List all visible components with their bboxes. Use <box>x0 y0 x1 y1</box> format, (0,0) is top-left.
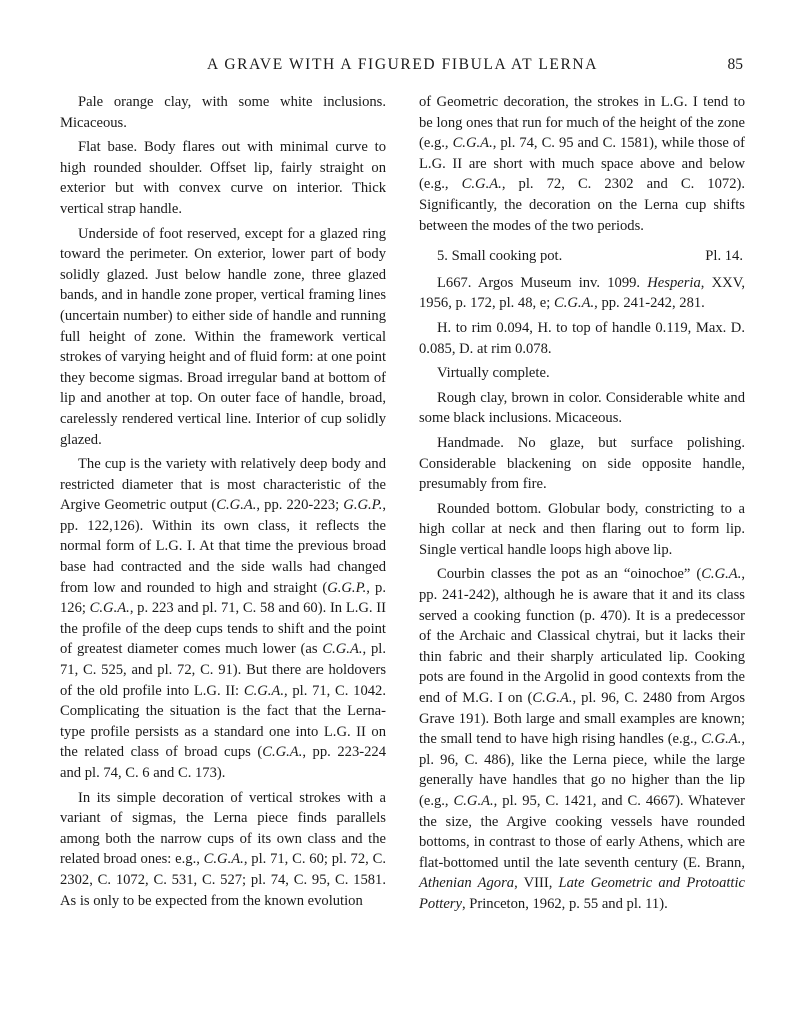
page-header <box>60 56 745 78</box>
entry-plate-ref: Pl. 14. <box>705 248 743 265</box>
paragraph-parallels: In its simple decoration of vertical strokes with a variant of sigmas, the Lerna piece finds parallels among both the narrow cups of its own class and the related broad ones: e.g., C.G.A., pl. 71, C. 60; pl. 72, C. 2302, C. 1072, C. 531, C. 527; pl. 74, C. 95, C. 1581. As is only to be expected from the known evolution <box>60 789 386 909</box>
running-title: A GRAVE WITH A FIGURED FIBULA AT LERNA <box>206 56 599 73</box>
paragraph-decoration: Underside of foot reserved, except for a glazed ring toward the perimeter. On exterior, lower part of body solidly glazed. Just below handle zone, three glazed bands, and in handle zone proper, vertical framing lines (uncertain number) to either side of handle and running full height of zone. Within the framework vertical strokes of varying height and of fluid form: at one point they become sigmas. Broad irregular band at bottom of lip and another at top. On outer face of handle, broad, carelessly rendered vertical line. Interior of cup solidly glazed. <box>60 225 386 448</box>
catalogue-entry-heading <box>419 246 745 267</box>
page-number: 85 <box>727 56 743 73</box>
paragraph-pot-shape: Rounded bottom. Globular body, constricting to a high collar at neck and then flaring out to form lip. Single vertical handle loops high above lip. <box>419 500 745 558</box>
paragraph-cup-variety: The cup is the variety with relatively deep body and restricted diameter that is most characteristic of the Argive Geometric output (C.G.A., pp. 220-223; G.G.P., pp. 122,126). Within its own class, it reflects the normal form of L.G. I. At that time the previous broad base had contracted and the side walls had changed from low and rounded to high and straight (G.G.P., p. 126; C.G.A., p. 223 and pl. 71, C. 58 and 60). In L.G. II the profile of the deep cups tends to shift and the point of greatest diameter comes much lower (as C.G.A., pl. 71, C. 525, and pl. 72, C. 91). But there are holdovers of the old profile into L.G. II: C.G.A., pl. 71, C. 1042. Complicating the situation is the fact that the Lerna-type profile persists as a standard one into L.G. II on the related class of broad cups (C.G.A., pp. 223-224 and pl. 74, C. 6 and C. 173). <box>60 456 387 781</box>
paragraph-discussion: Courbin classes the pot as an “oinochoe” (C.G.A., pp. 241-242), although he is aware that it and its class served a cooking function (p. 470). It is a predecessor of the Archaic and Classical chytrai, but it lacks their thin fabric and their sharply articulated lip. Cooking pots are found in the Argolid in good contexts from the end of M.G. I on (C.G.A., pl. 96, C. 2480 from Argos Grave 191). Both large and small examples are known; the small tend to have high rising handles (e.g., C.G.A., pl. 96, C. 486), like the Lerna piece, while the large generally have handles that go no higher than the lip (e.g., C.G.A., pl. 95, C. 1421, and C. 4667). Whatever the size, the Argive cooking vessels have rounded bottoms, in contrast to those of early Athens, which are flat-bottomed until the late seventh century (E. Brann, Athenian Agora, VIII, Late Geometric and Protoattic Pottery, Princeton, 1962, p. 55 and pl. 11). <box>419 566 746 912</box>
right-column <box>419 92 745 919</box>
paragraph-dimensions: H. to rim 0.094, H. to top of handle 0.119, Max. D. 0.085, D. at rim 0.078. <box>419 319 745 357</box>
paragraph-shape: Flat base. Body flares out with minimal curve to high rounded shoulder. Offset lip, fairly straight on exterior but with convex curve on interior. Thick vertical strap handle. <box>60 139 386 217</box>
paragraph-clay: Pale orange clay, with some white inclusions. Micaceous. <box>60 94 386 131</box>
left-column <box>60 92 386 915</box>
paragraph-continued: of Geometric decoration, the strokes in L.G. I tend to be long ones that run for much of the height of the zone (e.g., C.G.A., pl. 74, C. 95 and C. 1581), while those of L.G. II are short with much space above and below (e.g., C.G.A., pl. 72, C. 2302 and C. 1072). Significantly, the decoration on the Lerna cup shifts between the modes of the two periods. <box>419 94 745 234</box>
paragraph-inventory: L667. Argos Museum inv. 1099. Hesperia, XXV, 1956, p. 172, pl. 48, e; C.G.A., pp. 241-242, 281. <box>419 274 746 312</box>
paragraph-state: Virtually complete. <box>437 365 550 382</box>
paragraph-technique: Handmade. No glaze, but surface polishing. Considerable blackening on side opposite handle, presumably from fire. <box>419 434 745 493</box>
entry-title: 5. Small cooking pot. <box>437 248 563 265</box>
paragraph-fabric: Rough clay, brown in color. Considerable white and some black inclusions. Micaceous. <box>419 389 745 427</box>
